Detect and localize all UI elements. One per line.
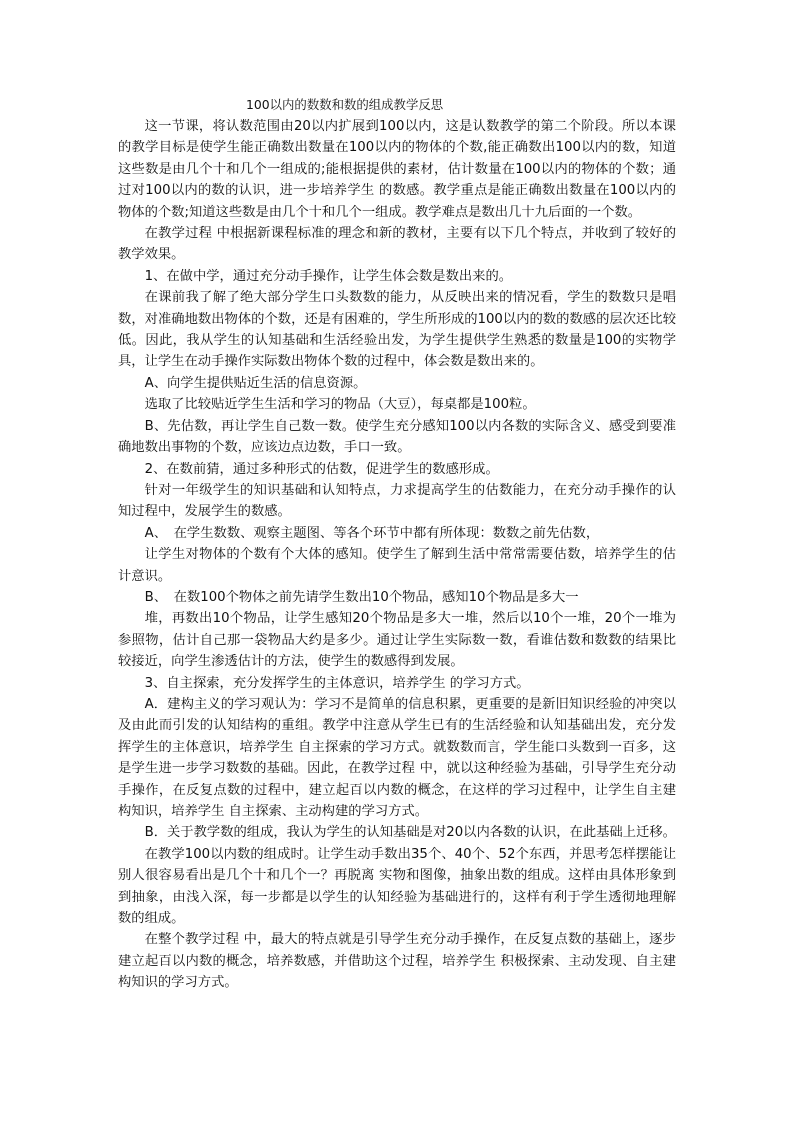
subpoint-2b: B、 在数100个物体之前先请学生数出10个物品，感知10个物品是多大一 bbox=[144, 589, 579, 605]
subpoint-1a: A、向学生提供贴近生活的信息资源。 bbox=[144, 375, 367, 391]
paragraph-features: 在教学过程 中根据新课程标准的理念和新的教材，主要有以下几个特点，并收到了较好的教学效果。 bbox=[118, 226, 676, 263]
document-page bbox=[118, 94, 676, 994]
paragraph-point-1: 在课前我了解了绝大部分学生口头数数的能力，从反映出来的情况看，学生的数数只是唱数，对准确地数出物体的个数，还是有困难的，学生所形成的100以内的数的数感的层次还比较低。因此，我从学生的认知基础和生活经验出发，为学生提供学生熟悉的数量是100的实物学具，让学生在动手操作实际数出物体个数的过程中，体会数是数出来的。 bbox=[118, 290, 676, 370]
paragraph-2a: 让学生对物体的个数有个大体的感知。使学生了解到生活中常常需要估数，培养学生的估计意识。 bbox=[118, 547, 676, 584]
heading-point-3: 3、自主探索，充分发挥学生的主体意识，培养学生 的学习方式。 bbox=[144, 675, 530, 691]
paragraph-intro: 这一节课，将认数范围由20以内扩展到100以内，这是认数教学的第二个阶段。所以本课的教学目标是使学生能正确数出数量在100以内的物体的个数,能正确数出100以内的数，知道这些数是由几个十和几个一组成的;能根据提供的素材，估计数量在100以内的物体的个数；通过对100以内的数的认识，进一步培养学生 的数感。教学重点是能正确数出数量在100以内的物体的个数;知道这些数是由几个十和几个一组成。教学难点是数出几十九后面的一个数。 bbox=[118, 119, 676, 220]
subpoint-3a: A．建构主义的学习观认为：学习不是简单的信息积累，更重要的是新旧知识经验的冲突以及由此而引发的认知结构的重组。教学中注意从学生已有的生活经验和认知基础出发，充分发挥学生的主体意识，培养学生 自主探索的学习方式。就数数而言，学生能口头数到一百多，这是学生进一步学习数数的基础。因此，在教学过程 中，就以这种经验为基础，引导学生充分动手操作，在反复点数的过程中，建立起百以内数的概念，在这样的学习过程中，让学生自主建构知识，培养学生 自主探索、主动构建的学习方式。 bbox=[118, 696, 676, 819]
subpoint-2a: A、 在学生数数、观察主题图、等各个环节中都有所体现：数数之前先估数， bbox=[144, 525, 600, 541]
document-title: 100以内的数数和数的组成教学反思 bbox=[246, 97, 444, 112]
paragraph-point-2: 针对一年级学生的知识基础和认知特点，力求提高学生的估数能力，在充分动手操作的认知过程中，发展学生的数感。 bbox=[118, 482, 676, 520]
paragraph-conclusion: 在整个教学过程 中，最大的特点就是引导学生充分动手操作，在反复点数的基础上，逐步建立起百以内数的概念，培养数感，并借助这个过程，培养学生 积极探索、主动发现、自主建构知识的学习方式。 bbox=[118, 932, 676, 991]
paragraph-2b: 堆，再数出10个物品，让学生感知20个物品是多大一堆，然后以10个一堆，20个一堆为参照物，估计自己那一袋物品大约是多少。通过让学生实际数一数，看谁估数和数数的结果比较接近，向学生渗透估计的方法，使学生的数感得到发展。 bbox=[118, 611, 676, 670]
heading-point-2: 2、在数前猜，通过多种形式的估数，促进学生的数感形成。 bbox=[144, 461, 499, 477]
heading-point-1: 1、在做中学，通过充分动手操作，让学生体会数是数出来的。 bbox=[144, 268, 513, 284]
subpoint-3b: B．关于教学数的组成，我认为学生的认知基础是对20以内各数的认识，在此基础上迁移。 bbox=[144, 825, 676, 841]
subpoint-1b: B、先估数，再让学生自己数一数。使学生充分感知100以内各数的实际含义、感受到要准确地数出事物的个数，应该边点边数，手口一致。 bbox=[118, 418, 676, 456]
paragraph-3b: 在教学100以内数的组成时。让学生动手数出35个、40个、52个东西，并思考怎样摆能让别人很容易看出是几个十和几个一？再脱离 实物和图像，抽象出数的组成。这样由具体形象到到抽象，由浅入深，每一步都是以学生的认知经验为基础进行的，这样有利于学生透彻地理解数的组成。 bbox=[118, 846, 676, 927]
paragraph-1a: 选取了比较贴近学生生活和学习的物品（大豆），每桌都是100粒。 bbox=[144, 397, 536, 413]
